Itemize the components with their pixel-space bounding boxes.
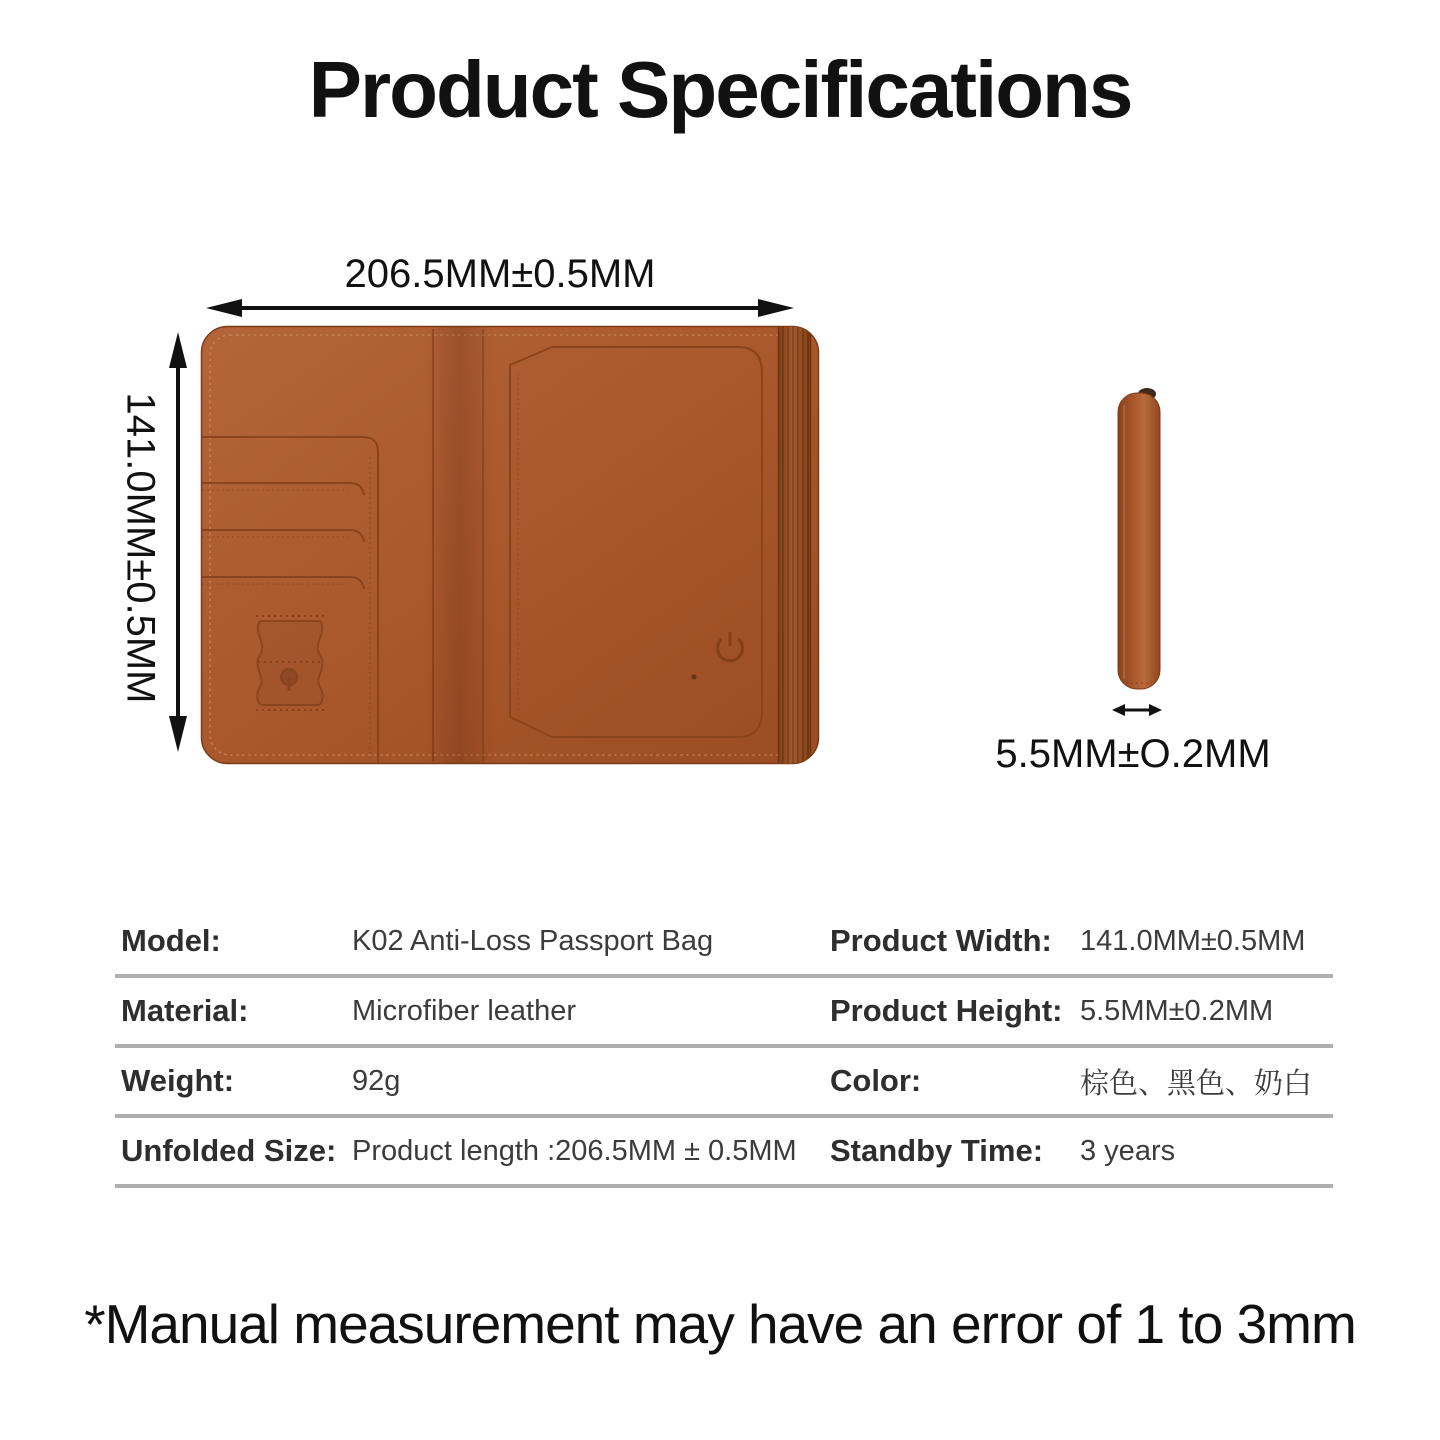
product-open-view [200, 325, 820, 765]
spec-value-standby-time: 3 years [1080, 1134, 1176, 1167]
spec-value-unfolded-size: Product length :206.5MM ± 0.5MM [352, 1134, 797, 1167]
stamp-cutout [256, 616, 324, 710]
footnote: *Manual measurement may have an error of 1 to 3mm [84, 1293, 1356, 1355]
spec-value-model: K02 Anti-Loss Passport Bag [352, 924, 714, 957]
thickness-dimension-label: 5.5MM±O.2MM [995, 732, 1271, 776]
spec-label-model: Model: [121, 923, 221, 958]
thickness-arrow-icon [1110, 700, 1164, 720]
spec-label-unfolded-size: Unfolded Size: [121, 1133, 337, 1168]
spec-label-weight: Weight: [121, 1063, 235, 1098]
spec-label-product-height: Product Height: [830, 993, 1063, 1028]
spec-label-color: Color: [830, 1063, 922, 1098]
width-dimension-label: 206.5MM±0.5MM [344, 252, 656, 296]
spec-value-product-width: 141.0MM±0.5MM [1080, 924, 1306, 957]
spec-label-material: Material: [121, 993, 249, 1028]
table-row [115, 1048, 1333, 1118]
table-row [115, 908, 1333, 978]
height-arrow-icon [164, 330, 192, 754]
table-row [115, 978, 1333, 1048]
table-row [115, 1118, 1333, 1188]
spec-value-color: 棕色、黑色、奶白 [1080, 1067, 1313, 1100]
spec-label-product-width: Product Width: [830, 923, 1052, 958]
width-arrow-icon [204, 294, 796, 322]
spec-value-product-height: 5.5MM±0.2MM [1080, 994, 1274, 1027]
product-side-view [1100, 383, 1180, 698]
spec-table [115, 908, 1333, 1188]
page-title: Product Specifications [308, 45, 1132, 134]
spec-value-material: Microfiber leather [352, 994, 577, 1027]
spec-label-standby-time: Standby Time: [830, 1133, 1044, 1168]
elastic-band [778, 325, 811, 765]
spec-value-weight: 92g [352, 1064, 401, 1097]
led-hole [692, 675, 697, 680]
height-dimension-label: 141.0MM±0.5MM [118, 392, 163, 704]
